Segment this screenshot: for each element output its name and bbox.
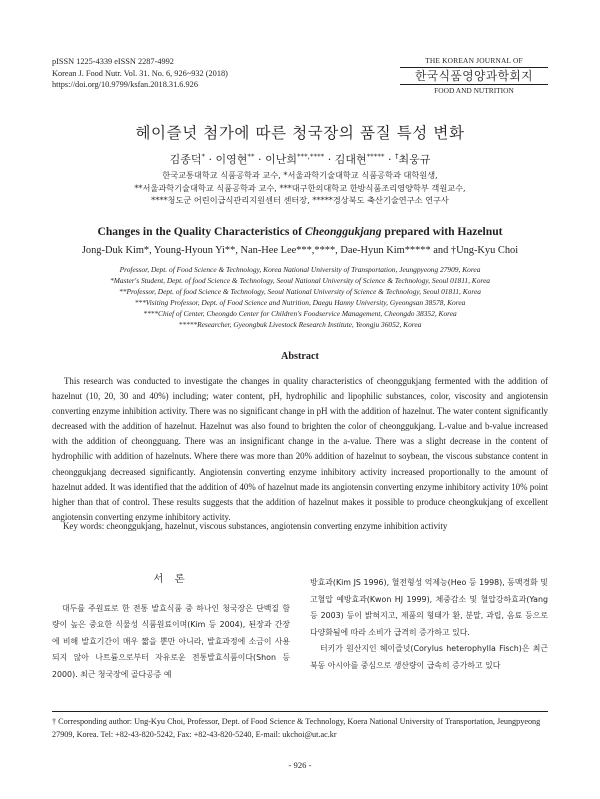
english-affiliation-line: *****Researcher, Gyeongbuk Livestock Research Institute, Yeongju 36052, Korea bbox=[178, 320, 422, 330]
page-number: - 926 - bbox=[288, 760, 312, 770]
publication-meta bbox=[52, 56, 228, 91]
english-affiliations bbox=[0, 264, 600, 331]
english-affiliation-line: **Professor, Dept. of food Science & Technology, Seoul National University of Science & Technology, Seoul 01811, Korea bbox=[119, 287, 481, 297]
introduction-heading: 서 론 bbox=[153, 573, 189, 585]
journal-logo bbox=[400, 56, 548, 95]
right-column bbox=[310, 575, 548, 675]
issn-line: pISSN 1225-4339 eISSN 2287-4992 bbox=[52, 57, 174, 66]
english-authors: Jong-Duk Kim*, Young-Hyoun Yi**, Nan-Hee Lee***,****, Dae-Hyun Kim***** and †Ung-Kyu Choi bbox=[81, 245, 519, 256]
english-title-italic: Cheonggukjang bbox=[304, 225, 382, 238]
journal-name-ko: 한국식품영양과학회지 bbox=[415, 69, 533, 83]
footnote-divider bbox=[52, 711, 548, 712]
korean-affiliation-line: **서울과학기술대학교 식품공학과 교수, ***대구한의대학교 한방식품조리영양학부 객원교수, bbox=[134, 182, 466, 193]
doi-link[interactable]: https://doi.org/10.9799/ksfan.2018.31.6.926 bbox=[52, 80, 198, 89]
corresponding-marker: † bbox=[394, 151, 399, 161]
korean-author-name: 김종덕 bbox=[169, 153, 202, 166]
english-title-part: Changes in the Quality Characteristics of bbox=[97, 225, 305, 238]
left-column bbox=[52, 571, 290, 684]
author-marker: ** bbox=[247, 151, 255, 161]
abstract-body bbox=[52, 374, 548, 525]
english-affiliation-line: Professor, Dept. of Food Science & Technology, Korea National University of Transportation, Jeungpyeong 27909, Korea bbox=[119, 265, 481, 274]
abstract-heading: Abstract bbox=[281, 351, 319, 362]
korean-author-name: 최웅규 bbox=[398, 153, 431, 166]
author-marker: ***** bbox=[366, 151, 385, 161]
korean-authors: 김종덕* · 이영현** · 이난희***,**** · 김대현***** · †최웅규 bbox=[169, 151, 431, 166]
korean-author-name: 이난희 bbox=[265, 153, 297, 166]
citation-line: Korean J. Food Nutr. Vol. 31. No. 6, 926~932 (2018) bbox=[52, 68, 228, 78]
body-paragraph: 터키가 원산지인 헤이즐넛(Corylus heterophylla Fisch)은 최근 북동 아시아를 중심으로 생산량이 급속히 증가하고 있다 bbox=[310, 644, 548, 670]
english-affiliation-line: ***Visiting Professor, Dept. of Food Science and Nutrition, Daegu Hanny University, Gyeongsan 38578, Korea bbox=[134, 298, 466, 308]
english-title bbox=[0, 225, 600, 238]
korean-affiliation-line: 한국교통대학교 식품공학과 교수, *서울과학기술대학교 식품공학과 대학원생, bbox=[162, 170, 438, 180]
body-paragraph: 대두를 주원료로 한 전통 발효식품 중 하나인 청국장은 단백질 함량이 높은 중요한 식물성 식품원료이며(Kim 등 2004), 된장과 간장에 비해 발효기간이 매우 짧을 뿐만 아니라, 발효과정에 소금이 사용되지 않아 나트륨으로부터 자유로운 전통발효식품이다(Shon 등 2000). 최근 청국장에 골다공증 예 bbox=[52, 603, 290, 679]
body-paragraph: 방효과(Kim JS 1996), 혈전형성 억제능(Heo 등 1998), 동맥경화 및 고혈압 예방효과(Kwon HJ 1999), 체중감소 및 혈압강하효과(Yang 등 2003) 등이 밝혀지고, 제품의 형태가 환, 분말, 과립, 음료 등으로 다양화됨에 따라 소비가 급격히 증가하고 있다. bbox=[310, 578, 548, 637]
author-marker: * bbox=[201, 151, 206, 161]
journal-name-en-bottom: FOOD AND NUTRITION bbox=[400, 84, 548, 95]
korean-affiliations bbox=[0, 169, 600, 207]
corresponding-author-footnote: † Corresponding author: Ung-Kyu Choi, Professor, Dept. of Food Science & Technology, Koera National University of Transportation, Jeungpyeong 27909, Korea. Tel: +82-43-820-5242, Fax: +82-43-820-5240, E-mail: ukchoi@ut.ac.kr bbox=[52, 717, 541, 739]
korean-title: 헤이즐넛 첨가에 따른 청국장의 품질 특성 변화 bbox=[135, 124, 465, 142]
korean-affiliation-line: ****청도군 어린이급식관리지원센터 센터장, *****경상북도 축산기술연구소 연구사 bbox=[151, 195, 449, 205]
keywords: Key words: cheonggukjang, hazelnut, viscous substances, angiotensin converting enzyme inhibition activity bbox=[63, 521, 448, 531]
author-marker: ***,**** bbox=[296, 151, 325, 161]
english-affiliation-line: *Master's Student, Dept. of food Science & Technology, Seoul National University of Science & Technology, Seoul 01811, Korea bbox=[110, 276, 490, 286]
korean-author-name: 김대현 bbox=[334, 153, 367, 166]
english-affiliation-line: ****Chief of Center, Cheongdo Center for Children's Foodservice Management, Cheongdo 38352, Korea bbox=[143, 309, 457, 319]
journal-name-en-top: THE KOREAN JOURNAL OF bbox=[400, 56, 548, 68]
korean-author-name: 이영현 bbox=[215, 153, 248, 166]
english-title-part: prepared with Hazelnut bbox=[381, 225, 503, 238]
abstract-paragraph: This research was conducted to investigate the changes in quality characteristics of cheonggukjang fermented with the addition of hazelnut (10, 20, 30 and 40%) including; water content, pH, hydrophilic and lipophilic substances, color, viscosity and angiotensin converting enzyme inhibition activity. There was no significant change in pH with the addition of hazelnut. The water content significantly decreased with the addition of hazelnut. Hazelnut was also found to brighten the color of cheonggukjang. L-value and b-value increased with the addition of cheongguang. There was an insignificant change in the a-value. There was a slight decrease in the content of hydrophilic with addition of hazelnuts. Where there was more than 20% addition of hazelnut to soybean, the viscous substance content in cheonggukjang decreased significantly. Angiotensin converting enzyme inhibitory activity increased proportionally to the amount of hazelnut added. It was identified that the addition of 40% of hazelnut made its angiotensin converting enzyme inhibitory activity 10% point higher than that of control. These results suggests that the addition of hazelnut makes it possible to produce cheongkukjang of excellent angiotensin converting enzyme inhibitory activity. bbox=[52, 376, 548, 522]
